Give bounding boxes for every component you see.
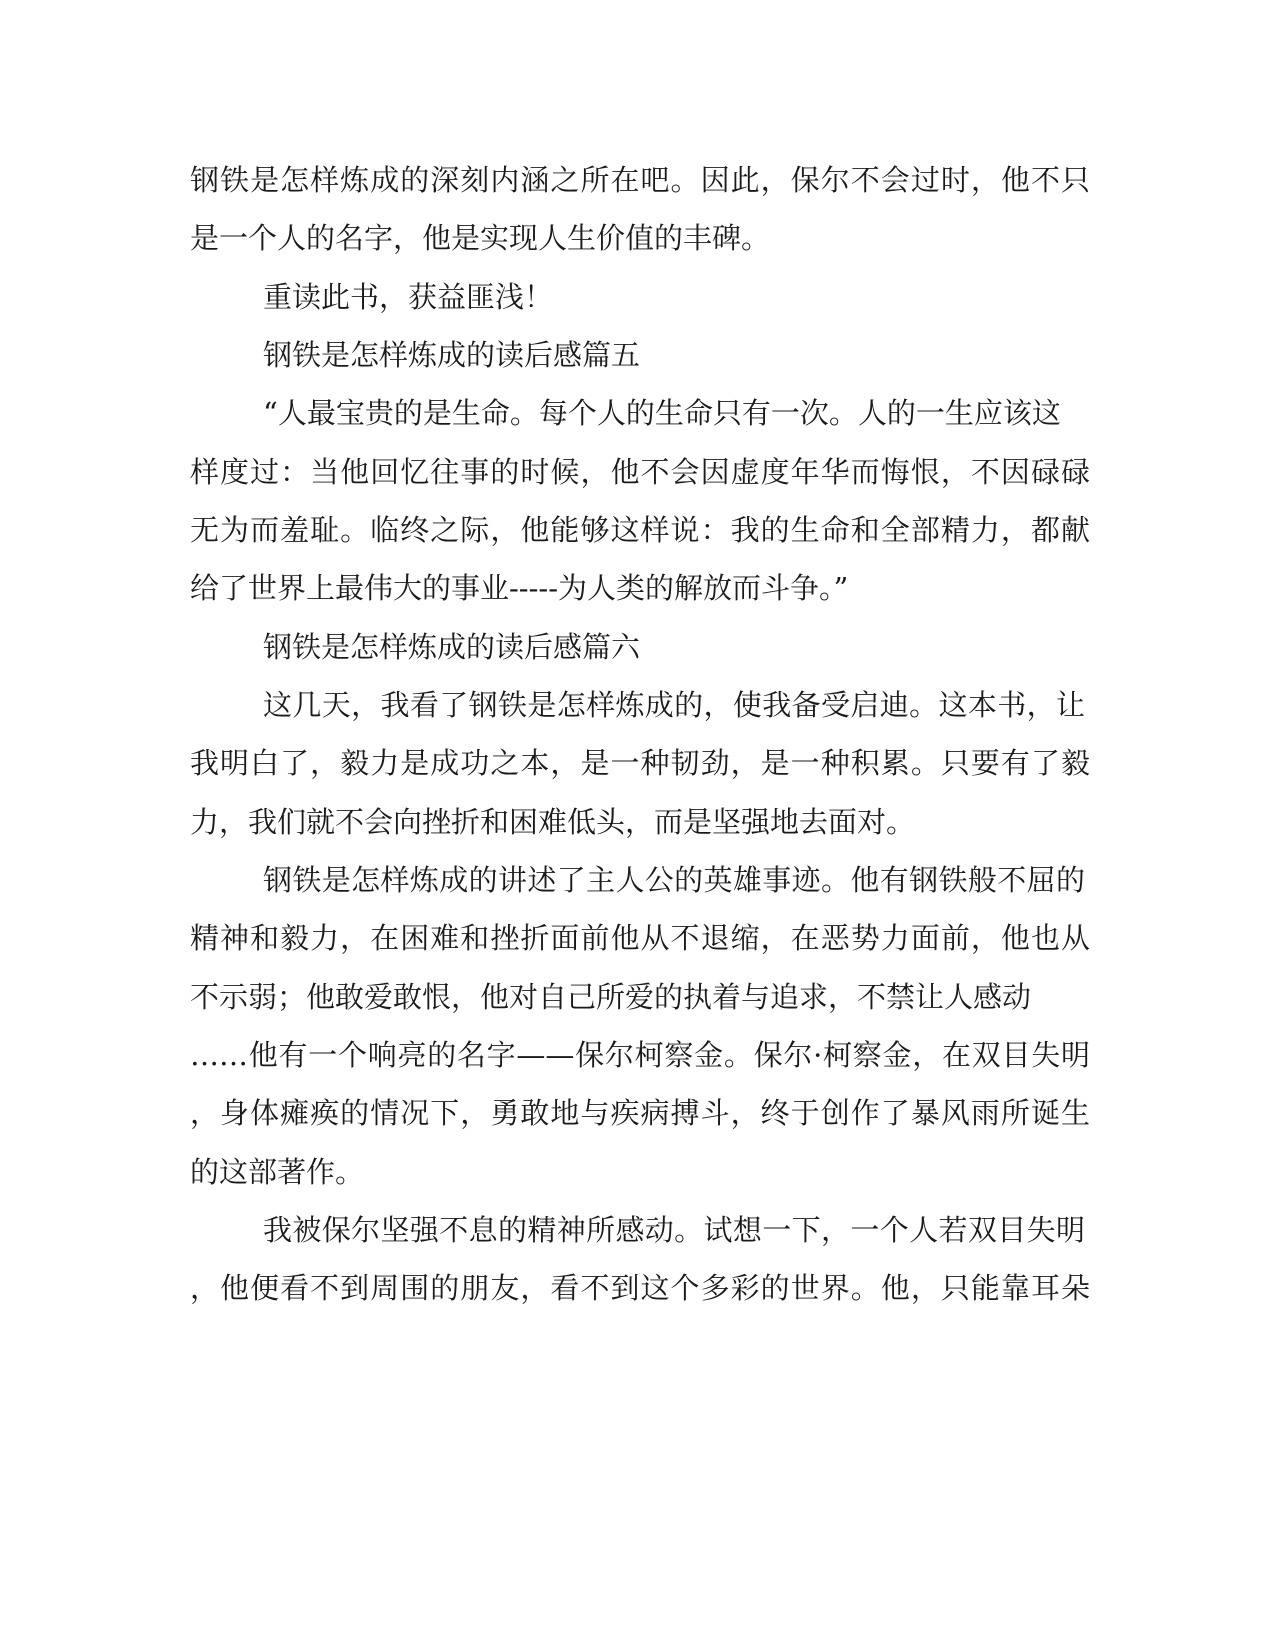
- text-line: 钢铁是怎样炼成的深刻内涵之所在吧。因此，保尔不会过时，他不只: [190, 163, 1090, 197]
- text-line: 给了世界上最伟大的事业-----为人类的解放而斗争。”: [190, 571, 849, 605]
- text-line: 我明白了，毅力是成功之本，是一种韧劲，是一种积累。只要有了毅: [190, 746, 1090, 780]
- text-line: 精神和毅力，在困难和挫折面前他从不退缩，在恶势力面前，他也从: [190, 921, 1090, 955]
- text-line: 样度过：当他回忆往事的时候，他不会因虚度年华而悔恨，不因碌碌: [190, 455, 1090, 489]
- text-line: 这几天，我看了钢铁是怎样炼成的，使我备受启迪。这本书，让: [263, 688, 1085, 722]
- text-line: 钢铁是怎样炼成的讲述了主人公的英雄事迹。他有钢铁般不屈的: [263, 863, 1085, 897]
- text-line: 是一个人的名字，他是实现人生价值的丰碑。: [190, 221, 771, 255]
- text-line: 我被保尔坚强不息的精神所感动。试想一下，一个人若双目失明: [263, 1213, 1085, 1247]
- text-line: ，身体瘫痪的情况下，勇敢地与疾病搏斗，终于创作了暴风雨所诞生: [190, 1096, 1090, 1130]
- text-line: 重读此书，获益匪浅！: [263, 280, 554, 314]
- text-line: 力，我们就不会向挫折和困难低头，而是坚强地去面对。: [190, 805, 916, 839]
- text-line: “人最宝贵的是生命。每个人的生命只有一次。人的一生应该这: [263, 396, 1061, 430]
- section-heading: 钢铁是怎样炼成的读后感篇六: [263, 630, 641, 664]
- text-line: 不示弱；他敢爱敢恨，他对自己所爱的执着与追求，不禁让人感动: [190, 980, 1032, 1014]
- text-line: ……他有一个响亮的名字——保尔柯察金。保尔·柯察金，在双目失明: [190, 1038, 1090, 1072]
- section-heading: 钢铁是怎样炼成的读后感篇五: [263, 338, 641, 372]
- text-line: 的这部著作。: [190, 1155, 365, 1189]
- text-line: 无为而羞耻。临终之际，他能够这样说：我的生命和全部精力，都献: [190, 513, 1090, 547]
- text-line: ，他便看不到周围的朋友，看不到这个多彩的世界。他，只能靠耳朵: [190, 1271, 1090, 1305]
